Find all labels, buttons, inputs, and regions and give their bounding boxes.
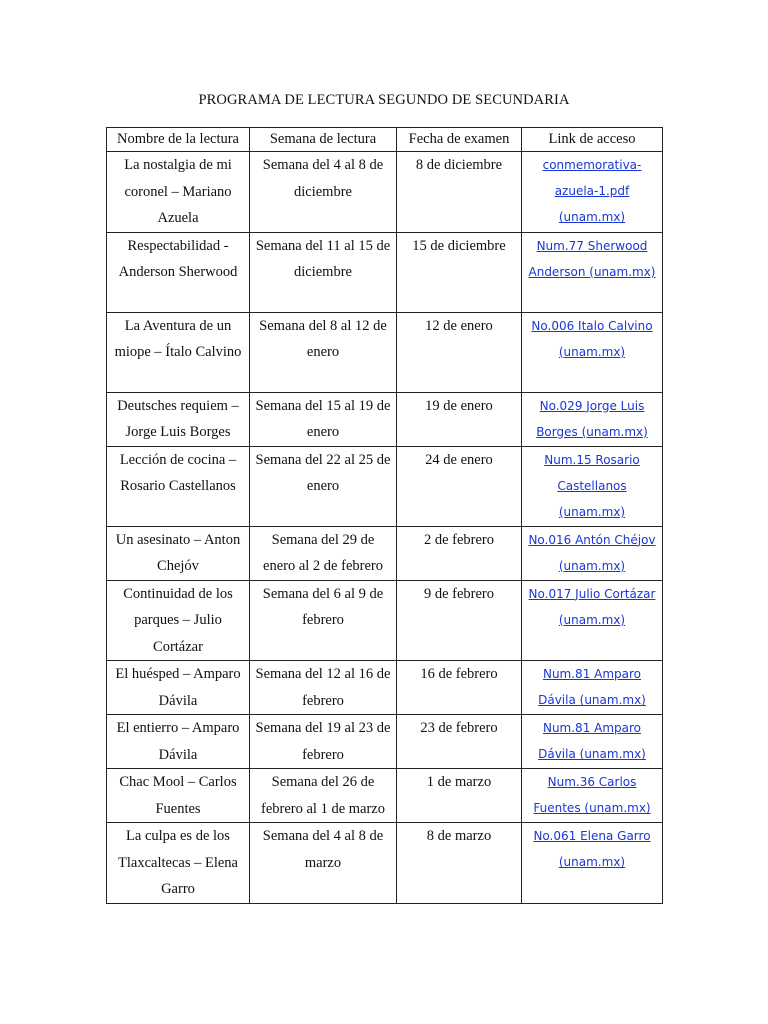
reading-week-cell: Semana del 12 al 16 de febrero <box>250 661 397 715</box>
access-link[interactable]: No.006 Italo Calvino (unam.mx) <box>522 312 663 392</box>
table-row <box>107 526 663 580</box>
reading-week-cell: Semana del 6 al 9 de febrero <box>250 580 397 661</box>
reading-name-cell: Un asesinato – Anton Chejóv <box>107 526 250 580</box>
exam-date-cell: 1 de marzo <box>397 769 522 823</box>
reading-week-cell: Semana del 4 al 8 de marzo <box>250 823 397 904</box>
table-row <box>107 152 663 233</box>
table-row <box>107 661 663 715</box>
reading-week-cell: Semana del 22 al 25 de enero <box>250 446 397 526</box>
page-title: PROGRAMA DE LECTURA SEGUNDO DE SECUNDARIA <box>198 92 570 108</box>
header-reading-week: Semana de lectura <box>250 128 397 152</box>
header-reading-name: Nombre de la lectura <box>107 128 250 152</box>
table-row <box>107 580 663 661</box>
table-row <box>107 232 663 312</box>
table-row <box>107 392 663 446</box>
reading-week-cell: Semana del 11 al 15 de diciembre <box>250 232 397 312</box>
reading-name-cell: Chac Mool – Carlos Fuentes <box>107 769 250 823</box>
exam-date-cell: 2 de febrero <box>397 526 522 580</box>
exam-date-cell: 12 de enero <box>397 312 522 392</box>
reading-name-cell: El entierro – Amparo Dávila <box>107 715 250 769</box>
access-link[interactable]: conmemorativa-azuela-1.pdf (unam.mx) <box>522 152 663 233</box>
header-exam-date: Fecha de examen <box>397 128 522 152</box>
reading-name-cell: Respectabilidad - Anderson Sherwood <box>107 232 250 312</box>
exam-date-cell: 23 de febrero <box>397 715 522 769</box>
table-header-row <box>107 128 663 152</box>
exam-date-cell: 24 de enero <box>397 446 522 526</box>
reading-week-cell: Semana del 4 al 8 de diciembre <box>250 152 397 233</box>
access-link[interactable]: No.017 Julio Cortázar (unam.mx) <box>522 580 663 661</box>
access-link[interactable]: Num.81 Amparo Dávila (unam.mx) <box>522 715 663 769</box>
exam-date-cell: 16 de febrero <box>397 661 522 715</box>
exam-date-cell: 8 de diciembre <box>397 152 522 233</box>
reading-week-cell: Semana del 26 de febrero al 1 de marzo <box>250 769 397 823</box>
header-access-link: Link de acceso <box>522 128 663 152</box>
exam-date-cell: 19 de enero <box>397 392 522 446</box>
reading-week-cell: Semana del 8 al 12 de enero <box>250 312 397 392</box>
reading-name-cell: Continuidad de los parques – Julio Cortázar <box>107 580 250 661</box>
reading-schedule-table <box>106 127 663 904</box>
access-link[interactable]: No.061 Elena Garro (unam.mx) <box>522 823 663 904</box>
access-link[interactable]: Num.36 Carlos Fuentes (unam.mx) <box>522 769 663 823</box>
reading-name-cell: La Aventura de un miope – Ítalo Calvino <box>107 312 250 392</box>
reading-name-cell: El huésped – Amparo Dávila <box>107 661 250 715</box>
reading-week-cell: Semana del 29 de enero al 2 de febrero <box>250 526 397 580</box>
access-link[interactable]: Num.15 Rosario Castellanos (unam.mx) <box>522 446 663 526</box>
exam-date-cell: 8 de marzo <box>397 823 522 904</box>
access-link[interactable]: No.016 Antón Chéjov (unam.mx) <box>522 526 663 580</box>
reading-name-cell: Lección de cocina – Rosario Castellanos <box>107 446 250 526</box>
access-link[interactable]: Num.81 Amparo Dávila (unam.mx) <box>522 661 663 715</box>
reading-name-cell: La culpa es de los Tlaxcaltecas – Elena Garro <box>107 823 250 904</box>
reading-name-cell: Deutsches requiem – Jorge Luis Borges <box>107 392 250 446</box>
reading-week-cell: Semana del 15 al 19 de enero <box>250 392 397 446</box>
access-link[interactable]: Num.77 Sherwood Anderson (unam.mx) <box>522 232 663 312</box>
exam-date-cell: 15 de diciembre <box>397 232 522 312</box>
table-row <box>107 312 663 392</box>
table-row <box>107 715 663 769</box>
table-row <box>107 446 663 526</box>
table-row <box>107 769 663 823</box>
reading-week-cell: Semana del 19 al 23 de febrero <box>250 715 397 769</box>
exam-date-cell: 9 de febrero <box>397 580 522 661</box>
reading-name-cell: La nostalgia de mi coronel – Mariano Azuela <box>107 152 250 233</box>
table-row <box>107 823 663 904</box>
access-link[interactable]: No.029 Jorge Luis Borges (unam.mx) <box>522 392 663 446</box>
